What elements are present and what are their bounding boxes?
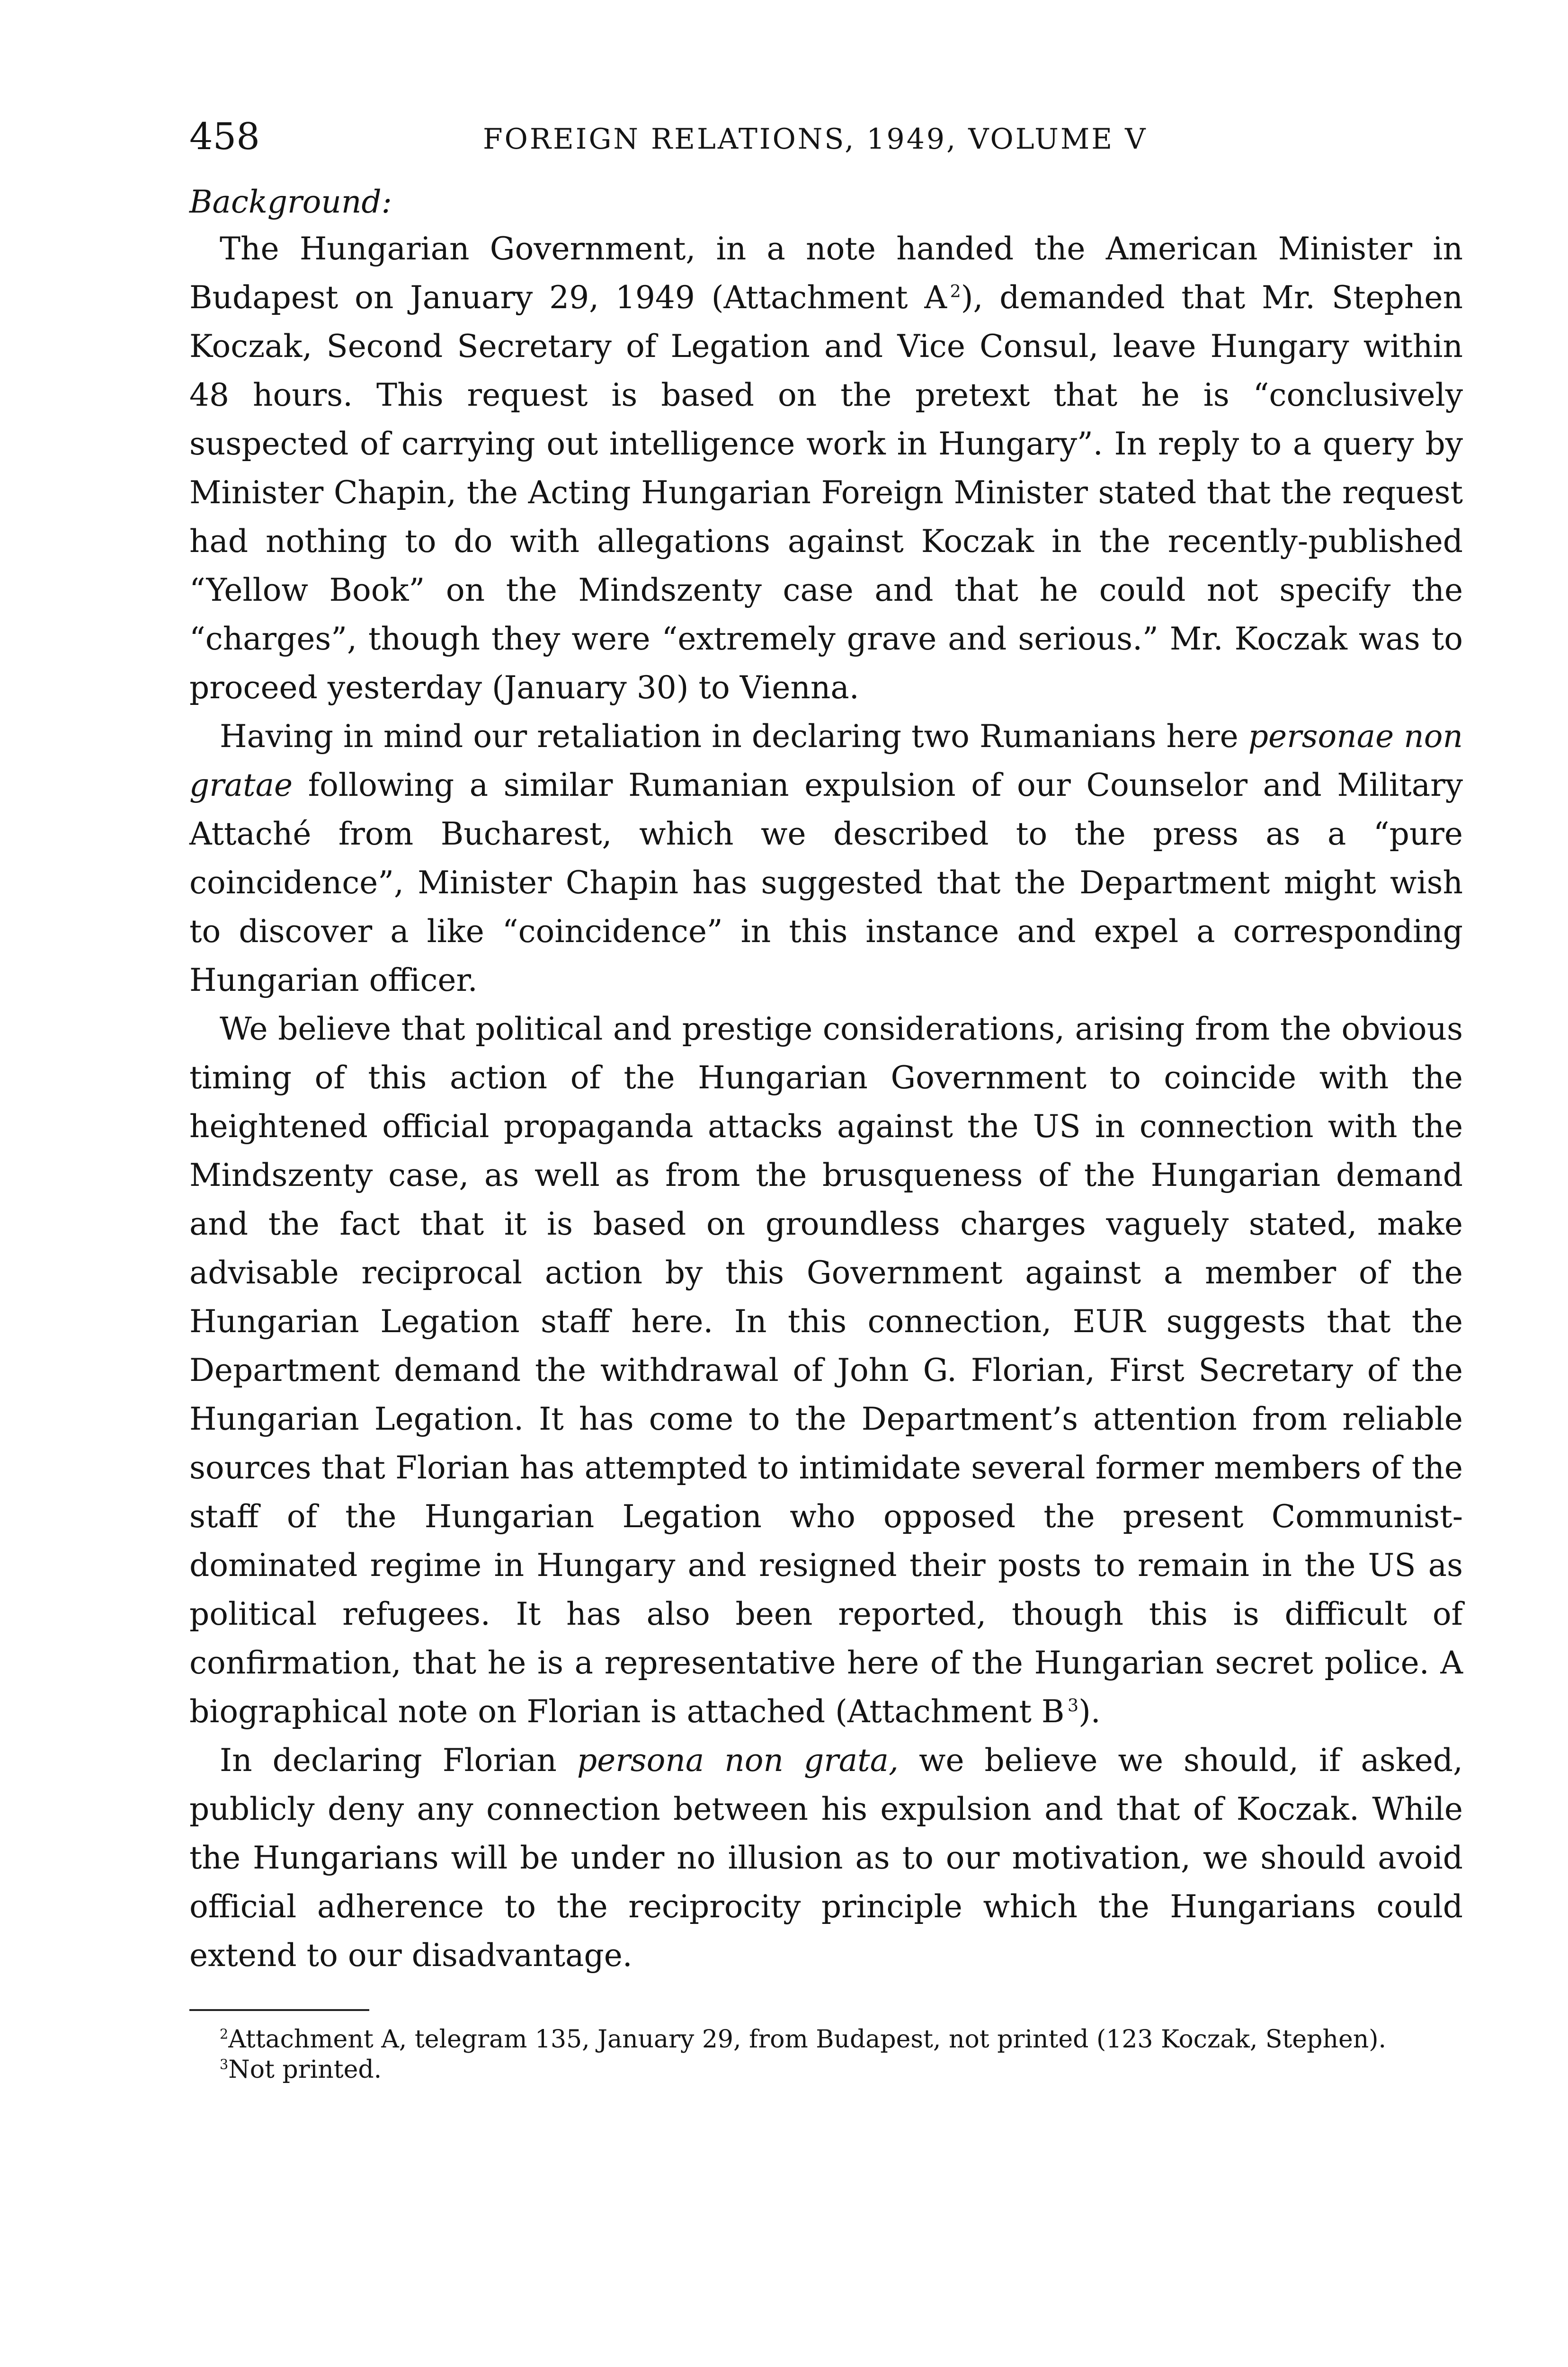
- running-head: [189, 118, 1463, 175]
- paragraph-1-text: The Hungarian Government, in a note handed the American Minister in Budapest on January 29, 1949 (Attachment A: [189, 231, 1463, 316]
- paragraph-4: [189, 1736, 1463, 1980]
- paragraph-3: [189, 1005, 1463, 1736]
- paragraph-2: [189, 712, 1463, 1005]
- footnote-marker: 2: [220, 2026, 229, 2042]
- paragraph-1: [189, 224, 1463, 712]
- footnote-divider: [189, 2009, 369, 2011]
- paragraph-2-text-cont: following a similar Rumanian expulsion of our Counselor and Military Attaché from Bucharest, which we described to the press as a “pure coincidence”, Minister Chapin has suggested that the Department might wish to discover a like “coincidence” in this instance and expel a corresponding Hungarian officer.: [189, 767, 1463, 998]
- running-title: FOREIGN RELATIONS, 1949, VOLUME V: [483, 123, 1148, 156]
- document-page: [189, 118, 1463, 2085]
- footnote-ref-3: 3: [1067, 1695, 1079, 1716]
- paragraph-3-text-end: ).: [1078, 1693, 1101, 1730]
- paragraph-4-text: In declaring Florian: [220, 1742, 557, 1779]
- footnote-text: Not printed.: [228, 2056, 382, 2084]
- footnote-ref-2: 2: [950, 281, 961, 302]
- footnote-text: Attachment A, telegram 135, January 29, from Budapest, not printed (123 Koczak, Stephen).: [228, 2025, 1387, 2054]
- footnote-marker: 3: [220, 2056, 229, 2073]
- footnote-2: [189, 2024, 1463, 2055]
- paragraph-2-italic: personae non gratae: [189, 718, 1463, 803]
- page-number: 458: [189, 116, 260, 158]
- paragraph-3-text: We believe that political and prestige considerations, arising from the obvious timing of this action of the Hungarian Government to coincide with the heightened official propaganda attacks against the US in connection with the Mindszenty case, as well as from the brusqueness of the Hungarian demand and the fact that it is based on groundless charges vaguely stated, make advisable reciprocal action by this Government against a member of the Hungarian Legation staff here. In this connection, EUR suggests that the Department demand the withdrawal of John G. Florian, First Secretary of the Hungarian Legation. It has come to the Department’s attention from reliable sources that Florian has attempted to intimidate several former members of the staff of the Hungarian Legation who opposed the present Communist-dominated regime in Hungary and resigned their posts to remain in the US as political refugees. It has also been reported, though this is difficult of confirmation, that he is a representative here of the Hungarian secret police. A biographical note on Florian is attached (Attachment B: [189, 1011, 1463, 1730]
- paragraph-2-text: Having in mind our retaliation in declaring two Rumanians here: [220, 718, 1238, 755]
- paragraph-4-text-cont: we believe we should, if asked, publicly deny any connection between his expulsion and that of Koczak. While the Hungarians will be under no illusion as to our motivation, we should avoid official adherence to the reciprocity principle which the Hungarians could extend to our disadvantage.: [189, 1742, 1463, 1974]
- paragraph-4-italic: persona non grata,: [577, 1742, 899, 1779]
- section-heading: Background:: [189, 184, 392, 220]
- footnote-3: [189, 2055, 1463, 2085]
- paragraph-1-text-cont: ), demanded that Mr. Stephen Koczak, Second Secretary of Legation and Vice Consul, leave Hungary within 48 hours. This request is based on the pretext that he is “conclusively suspected of carrying out intelligence work in Hungary”. In reply to a query by Minister Chapin, the Acting Hungarian Foreign Minister stated that the request had nothing to do with allegations against Koczak in the recently-published “Yellow Book” on the Mindszenty case and that he could not specify the “charges”, though they were “extremely grave and serious.” Mr. Koczak was to proceed yesterday (January 30) to Vienna.: [189, 279, 1463, 706]
